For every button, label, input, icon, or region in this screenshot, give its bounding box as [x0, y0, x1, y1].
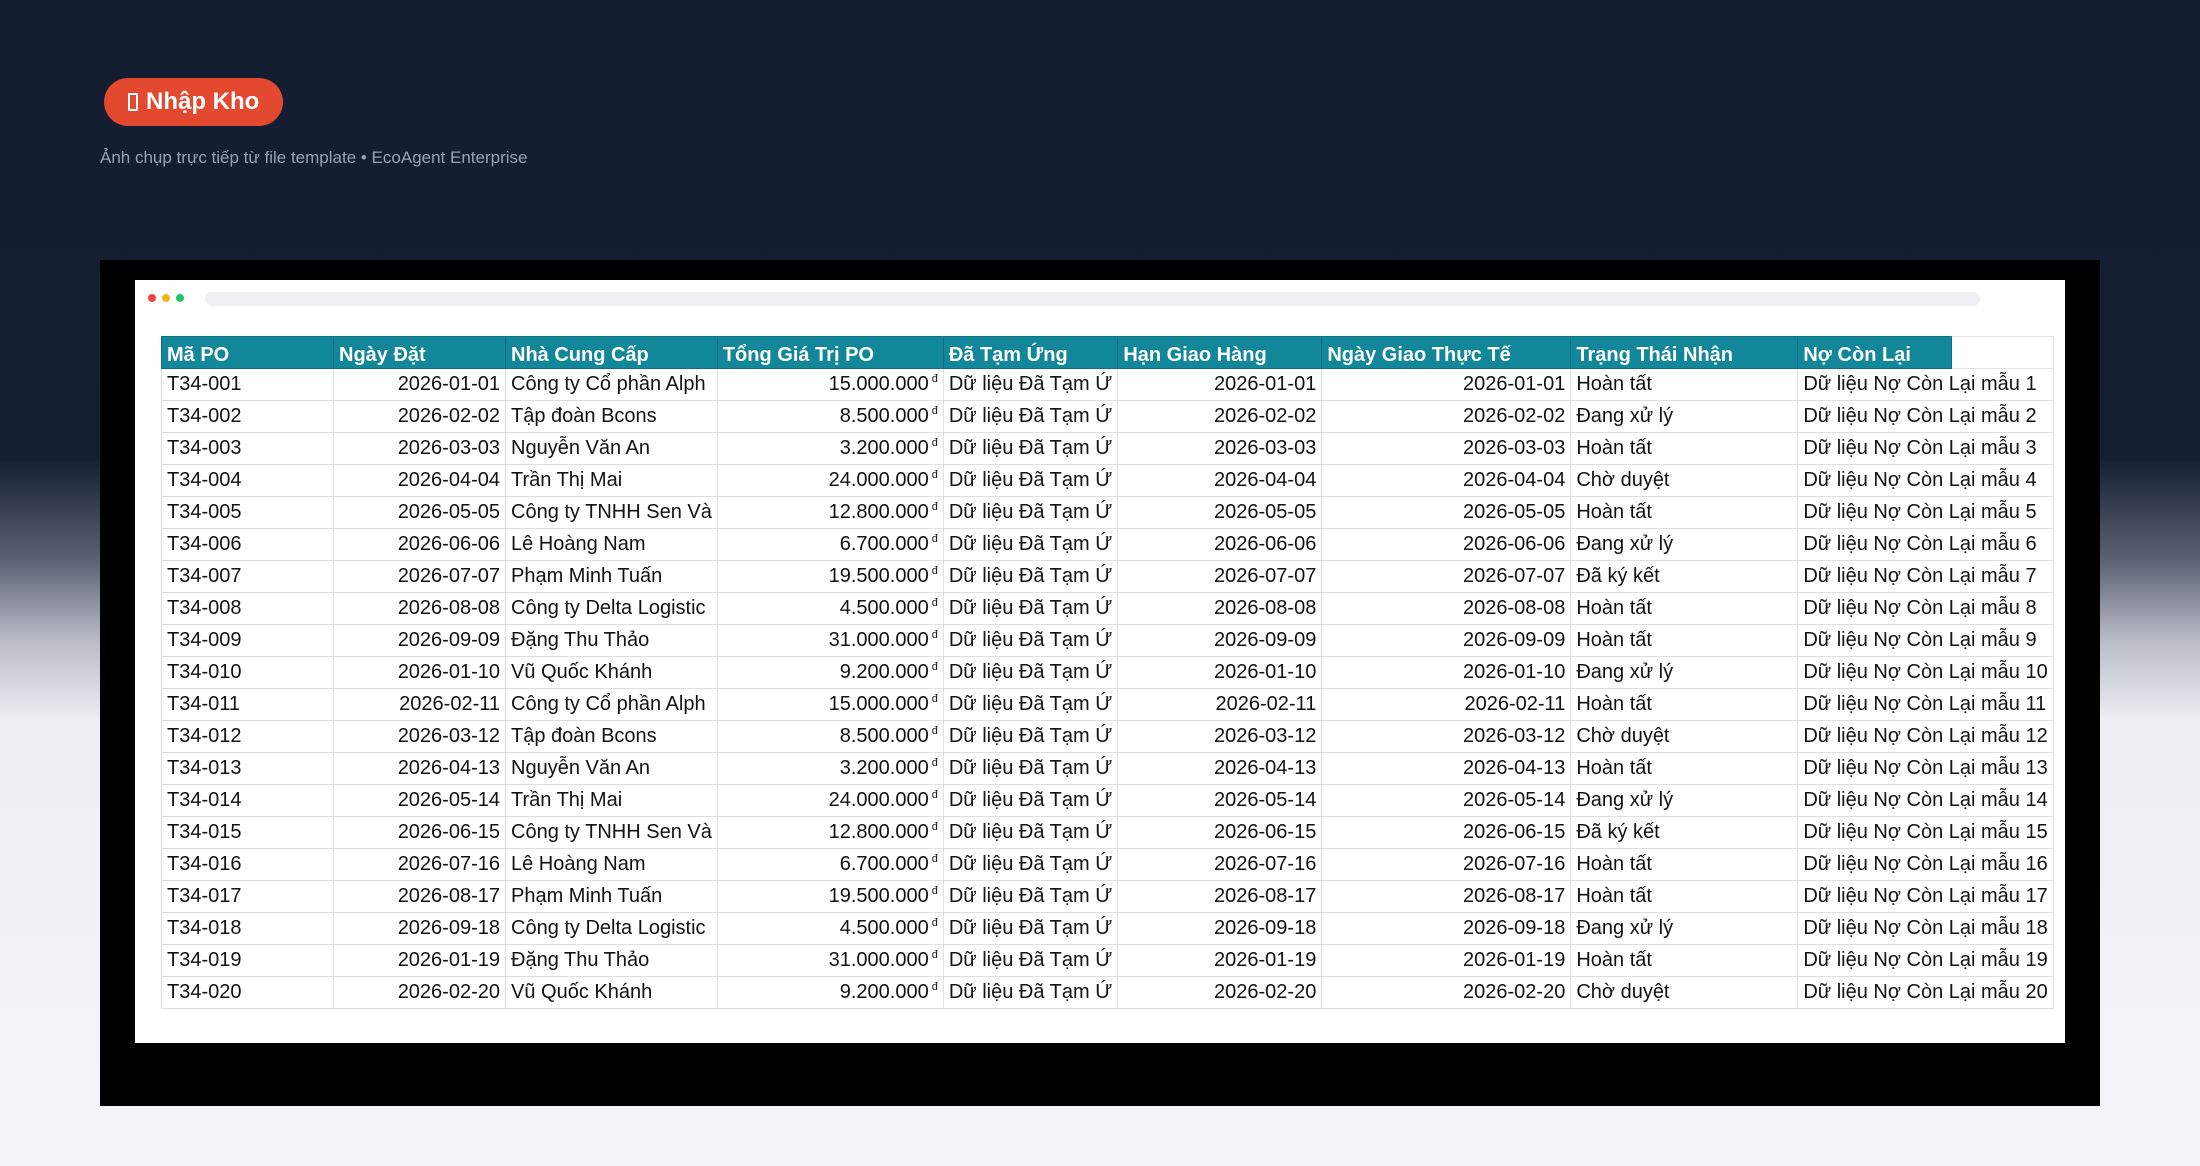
total-value-cell[interactable]: 3.200.000 $^đ$ — [717, 753, 943, 785]
actual-date-cell[interactable]: 2026-05-05 — [1322, 497, 1571, 529]
actual-date-cell[interactable]: 2026-01-10 — [1322, 657, 1571, 689]
actual-date-cell[interactable]: 2026-01-01 — [1322, 369, 1571, 401]
advance-cell[interactable]: Dữ liệu Đã Tạm Ứ — [943, 465, 1117, 497]
table-row — [162, 689, 2054, 721]
total-value-cell[interactable]: 31.000.000 $^đ$ — [717, 625, 943, 657]
po-cell[interactable]: T34-010 — [162, 657, 334, 689]
currency-symbol: đ — [931, 661, 938, 674]
po-cell[interactable]: T34-018 — [162, 913, 334, 945]
status-cell[interactable]: Hoàn tất — [1571, 753, 1798, 785]
total-value-cell[interactable]: 15.000.000 $^đ$ — [717, 369, 943, 401]
supplier-cell[interactable]: Phạm Minh Tuấn — [506, 881, 718, 913]
header-empty-cell — [1952, 337, 2053, 369]
order-date-cell[interactable]: 2026-04-04 — [334, 465, 506, 497]
total-value-cell[interactable]: 4.500.000 $^đ$ — [717, 593, 943, 625]
supplier-cell[interactable]: Công ty TNHH Sen Và — [506, 817, 718, 849]
total-value-cell[interactable]: 6.700.000 $^đ$ — [717, 529, 943, 561]
table-row — [162, 497, 2054, 529]
total-value-cell[interactable]: 12.800.000 $^đ$ — [717, 817, 943, 849]
po-cell[interactable]: T34-002 — [162, 401, 334, 433]
currency-symbol: đ — [931, 725, 938, 738]
actual-date-cell[interactable]: 2026-08-17 — [1322, 881, 1571, 913]
po-cell[interactable]: T34-006 — [162, 529, 334, 561]
po-cell[interactable]: T34-017 — [162, 881, 334, 913]
due-date-cell[interactable]: 2026-01-10 — [1118, 657, 1322, 689]
due-date-cell[interactable]: 2026-01-19 — [1118, 945, 1322, 977]
actual-date-cell[interactable]: 2026-02-02 — [1322, 401, 1571, 433]
currency-symbol: đ — [931, 437, 938, 450]
currency-symbol: đ — [931, 469, 938, 482]
advance-cell[interactable]: Dữ liệu Đã Tạm Ứ — [943, 625, 1117, 657]
currency-symbol: đ — [931, 757, 938, 770]
advance-cell[interactable]: Dữ liệu Đã Tạm Ứ — [943, 817, 1117, 849]
actual-date-cell[interactable]: 2026-06-15 — [1322, 817, 1571, 849]
supplier-cell[interactable]: Nguyễn Văn An — [506, 433, 718, 465]
po-cell[interactable]: T34-008 — [162, 593, 334, 625]
due-date-cell[interactable]: 2026-09-09 — [1118, 625, 1322, 657]
advance-cell[interactable]: Dữ liệu Đã Tạm Ứ — [943, 593, 1117, 625]
due-date-cell[interactable]: 2026-06-15 — [1118, 817, 1322, 849]
advance-cell[interactable]: Dữ liệu Đã Tạm Ứ — [943, 977, 1117, 1009]
debt-cell[interactable]: Dữ liệu Nợ Còn Lại mẫu 7 — [1798, 561, 2053, 593]
actual-date-cell[interactable]: 2026-01-19 — [1322, 945, 1571, 977]
currency-symbol: đ — [931, 789, 938, 802]
due-date-cell[interactable]: 2026-08-17 — [1118, 881, 1322, 913]
due-date-cell[interactable]: 2026-05-05 — [1118, 497, 1322, 529]
debt-cell[interactable]: Dữ liệu Nợ Còn Lại mẫu 6 — [1798, 529, 2053, 561]
order-date-cell[interactable]: 2026-03-12 — [334, 721, 506, 753]
currency-symbol: đ — [931, 949, 938, 962]
due-date-cell[interactable]: 2026-01-01 — [1118, 369, 1322, 401]
status-cell[interactable]: Hoàn tất — [1571, 849, 1798, 881]
table-row — [162, 721, 2054, 753]
po-cell[interactable]: T34-001 — [162, 369, 334, 401]
total-value-cell[interactable]: 4.500.000 $^đ$ — [717, 913, 943, 945]
order-date-cell[interactable]: 2026-09-18 — [334, 913, 506, 945]
supplier-cell[interactable]: Tập đoàn Bcons — [506, 401, 718, 433]
debt-cell[interactable]: Dữ liệu Nợ Còn Lại mẫu 1 — [1798, 369, 2053, 401]
status-cell[interactable]: Hoàn tất — [1571, 593, 1798, 625]
close-dot-icon — [148, 294, 156, 302]
debt-cell[interactable]: Dữ liệu Nợ Còn Lại mẫu 18 — [1798, 913, 2053, 945]
advance-cell[interactable]: Dữ liệu Đã Tạm Ứ — [943, 657, 1117, 689]
table-row — [162, 817, 2054, 849]
due-date-cell[interactable]: 2026-09-18 — [1118, 913, 1322, 945]
table-row — [162, 369, 2054, 401]
currency-symbol: đ — [931, 885, 938, 898]
total-value-cell[interactable]: 31.000.000 $^đ$ — [717, 945, 943, 977]
document-icon — [128, 93, 138, 111]
due-date-cell[interactable]: 2026-02-20 — [1118, 977, 1322, 1009]
advance-cell[interactable]: Dữ liệu Đã Tạm Ứ — [943, 497, 1117, 529]
advance-cell[interactable]: Dữ liệu Đã Tạm Ứ — [943, 721, 1117, 753]
debt-cell[interactable]: Dữ liệu Nợ Còn Lại mẫu 4 — [1798, 465, 2053, 497]
order-date-cell[interactable]: 2026-07-16 — [334, 849, 506, 881]
order-date-cell[interactable]: 2026-02-02 — [334, 401, 506, 433]
supplier-cell[interactable]: Công ty TNHH Sen Và — [506, 497, 718, 529]
actual-date-cell[interactable]: 2026-02-20 — [1322, 977, 1571, 1009]
page-subtitle: Ảnh chụp trực tiếp từ file template • EcoAgent Enterprise — [100, 148, 528, 167]
supplier-cell[interactable]: Công ty Delta Logistic — [506, 593, 718, 625]
table-row — [162, 465, 2054, 497]
browser-window — [135, 280, 2065, 1043]
order-date-cell[interactable]: 2026-02-20 — [334, 977, 506, 1009]
actual-date-cell[interactable]: 2026-05-14 — [1322, 785, 1571, 817]
actual-date-cell[interactable]: 2026-07-16 — [1322, 849, 1571, 881]
header-cell[interactable]: Nhà Cung Cấp — [506, 337, 718, 369]
advance-cell[interactable]: Dữ liệu Đã Tạm Ứ — [943, 561, 1117, 593]
minimize-dot-icon — [162, 294, 170, 302]
currency-symbol: đ — [931, 821, 938, 834]
total-value-cell[interactable]: 19.500.000 $^đ$ — [717, 561, 943, 593]
due-date-cell[interactable]: 2026-04-13 — [1118, 753, 1322, 785]
table-row — [162, 433, 2054, 465]
advance-cell[interactable]: Dữ liệu Đã Tạm Ứ — [943, 753, 1117, 785]
currency-symbol: đ — [931, 405, 938, 418]
table-row — [162, 401, 2054, 433]
po-table — [161, 336, 2054, 1009]
order-date-cell[interactable]: 2026-02-11 — [334, 689, 506, 721]
debt-cell[interactable]: Dữ liệu Nợ Còn Lại mẫu 13 — [1798, 753, 2053, 785]
order-date-cell[interactable]: 2026-07-07 — [334, 561, 506, 593]
table-row — [162, 945, 2054, 977]
due-date-cell[interactable]: 2026-02-11 — [1118, 689, 1322, 721]
debt-cell[interactable]: Dữ liệu Nợ Còn Lại mẫu 20 — [1798, 977, 2053, 1009]
table-row — [162, 529, 2054, 561]
debt-cell[interactable]: Dữ liệu Nợ Còn Lại mẫu 17 — [1798, 881, 2053, 913]
po-cell[interactable]: T34-005 — [162, 497, 334, 529]
badge-label: Nhập Kho — [146, 88, 260, 115]
actual-date-cell[interactable]: 2026-09-09 — [1322, 625, 1571, 657]
status-cell[interactable]: Đã ký kết — [1571, 561, 1798, 593]
order-date-cell[interactable]: 2026-08-08 — [334, 593, 506, 625]
address-bar — [205, 292, 1980, 306]
table-header-row — [162, 337, 2054, 369]
table-body — [162, 369, 2054, 1009]
supplier-cell[interactable]: Lê Hoàng Nam — [506, 849, 718, 881]
screenshot-frame — [100, 260, 2100, 1106]
maximize-dot-icon — [176, 294, 184, 302]
header-cell[interactable]: Tổng Giá Trị PO — [717, 337, 943, 369]
order-date-cell[interactable]: 2026-09-09 — [334, 625, 506, 657]
currency-symbol: đ — [931, 597, 938, 610]
table-row — [162, 593, 2054, 625]
supplier-cell[interactable]: Đặng Thu Thảo — [506, 625, 718, 657]
po-cell[interactable]: T34-007 — [162, 561, 334, 593]
po-cell[interactable]: T34-013 — [162, 753, 334, 785]
po-cell[interactable]: T34-016 — [162, 849, 334, 881]
po-cell[interactable]: T34-014 — [162, 785, 334, 817]
po-cell[interactable]: T34-003 — [162, 433, 334, 465]
total-value-cell[interactable]: 24.000.000 $^đ$ — [717, 785, 943, 817]
header-cell[interactable]: Hạn Giao Hàng — [1118, 337, 1322, 369]
status-cell[interactable]: Đang xử lý — [1571, 401, 1798, 433]
order-date-cell[interactable]: 2026-06-15 — [334, 817, 506, 849]
supplier-cell[interactable]: Công ty Delta Logistic — [506, 913, 718, 945]
order-date-cell[interactable]: 2026-08-17 — [334, 881, 506, 913]
status-cell[interactable]: Hoàn tất — [1571, 689, 1798, 721]
debt-cell[interactable]: Dữ liệu Nợ Còn Lại mẫu 2 — [1798, 401, 2053, 433]
supplier-cell[interactable]: Trần Thị Mai — [506, 785, 718, 817]
po-cell[interactable]: T34-012 — [162, 721, 334, 753]
supplier-cell[interactable]: Lê Hoàng Nam — [506, 529, 718, 561]
header-cell[interactable]: Trạng Thái Nhận — [1571, 337, 1798, 369]
due-date-cell[interactable]: 2026-03-03 — [1118, 433, 1322, 465]
header-cell[interactable]: Mã PO — [162, 337, 334, 369]
status-cell[interactable]: Đã ký kết — [1571, 817, 1798, 849]
debt-cell[interactable]: Dữ liệu Nợ Còn Lại mẫu 3 — [1798, 433, 2053, 465]
status-cell[interactable]: Hoàn tất — [1571, 497, 1798, 529]
due-date-cell[interactable]: 2026-07-07 — [1118, 561, 1322, 593]
table-row — [162, 785, 2054, 817]
currency-symbol: đ — [931, 981, 938, 994]
header-cell[interactable]: Nợ Còn Lại — [1798, 337, 1952, 369]
table-row — [162, 977, 2054, 1009]
currency-symbol: đ — [931, 565, 938, 578]
debt-cell[interactable]: Dữ liệu Nợ Còn Lại mẫu 5 — [1798, 497, 2053, 529]
due-date-cell[interactable]: 2026-06-06 — [1118, 529, 1322, 561]
status-cell[interactable]: Hoàn tất — [1571, 433, 1798, 465]
total-value-cell[interactable]: 9.200.000 $^đ$ — [717, 657, 943, 689]
order-date-cell[interactable]: 2026-01-19 — [334, 945, 506, 977]
header-cell[interactable]: Ngày Đặt — [334, 337, 506, 369]
actual-date-cell[interactable]: 2026-04-13 — [1322, 753, 1571, 785]
po-cell[interactable]: T34-009 — [162, 625, 334, 657]
advance-cell[interactable]: Dữ liệu Đã Tạm Ứ — [943, 689, 1117, 721]
supplier-cell[interactable]: Vũ Quốc Khánh — [506, 657, 718, 689]
total-value-cell[interactable]: 24.000.000 $^đ$ — [717, 465, 943, 497]
actual-date-cell[interactable]: 2026-03-03 — [1322, 433, 1571, 465]
po-cell[interactable]: T34-015 — [162, 817, 334, 849]
header-cell[interactable]: Đã Tạm Ứng — [943, 337, 1117, 369]
due-date-cell[interactable]: 2026-07-16 — [1118, 849, 1322, 881]
debt-cell[interactable]: Dữ liệu Nợ Còn Lại mẫu 14 — [1798, 785, 2053, 817]
module-badge[interactable] — [104, 78, 283, 126]
currency-symbol: đ — [931, 373, 938, 386]
order-date-cell[interactable]: 2026-06-06 — [334, 529, 506, 561]
total-value-cell[interactable]: 9.200.000 $^đ$ — [717, 977, 943, 1009]
supplier-cell[interactable]: Công ty Cổ phần Alph — [506, 369, 718, 401]
currency-symbol: đ — [931, 693, 938, 706]
table-row — [162, 561, 2054, 593]
advance-cell[interactable]: Dữ liệu Đã Tạm Ứ — [943, 881, 1117, 913]
actual-date-cell[interactable]: 2026-02-11 — [1322, 689, 1571, 721]
due-date-cell[interactable]: 2026-08-08 — [1118, 593, 1322, 625]
supplier-cell[interactable]: Vũ Quốc Khánh — [506, 977, 718, 1009]
order-date-cell[interactable]: 2026-01-10 — [334, 657, 506, 689]
advance-cell[interactable]: Dữ liệu Đã Tạm Ứ — [943, 849, 1117, 881]
due-date-cell[interactable]: 2026-05-14 — [1118, 785, 1322, 817]
total-value-cell[interactable]: 8.500.000 $^đ$ — [717, 721, 943, 753]
order-date-cell[interactable]: 2026-05-14 — [334, 785, 506, 817]
advance-cell[interactable]: Dữ liệu Đã Tạm Ứ — [943, 945, 1117, 977]
supplier-cell[interactable]: Trần Thị Mai — [506, 465, 718, 497]
table-row — [162, 849, 2054, 881]
debt-cell[interactable]: Dữ liệu Nợ Còn Lại mẫu 15 — [1798, 817, 2053, 849]
supplier-cell[interactable]: Công ty Cổ phần Alph — [506, 689, 718, 721]
due-date-cell[interactable]: 2026-02-02 — [1118, 401, 1322, 433]
status-cell[interactable]: Đang xử lý — [1571, 785, 1798, 817]
window-controls — [148, 294, 184, 302]
status-cell[interactable]: Hoàn tất — [1571, 625, 1798, 657]
status-cell[interactable]: Hoàn tất — [1571, 369, 1798, 401]
order-date-cell[interactable]: 2026-03-03 — [334, 433, 506, 465]
status-cell[interactable]: Đang xử lý — [1571, 529, 1798, 561]
table-row — [162, 753, 2054, 785]
supplier-cell[interactable]: Phạm Minh Tuấn — [506, 561, 718, 593]
advance-cell[interactable]: Dữ liệu Đã Tạm Ứ — [943, 785, 1117, 817]
order-date-cell[interactable]: 2026-04-13 — [334, 753, 506, 785]
status-cell[interactable]: Chờ duyệt — [1571, 465, 1798, 497]
total-value-cell[interactable]: 19.500.000 $^đ$ — [717, 881, 943, 913]
currency-symbol: đ — [931, 533, 938, 546]
total-value-cell[interactable]: 6.700.000 $^đ$ — [717, 849, 943, 881]
debt-cell[interactable]: Dữ liệu Nợ Còn Lại mẫu 11 — [1798, 689, 2053, 721]
debt-cell[interactable]: Dữ liệu Nợ Còn Lại mẫu 16 — [1798, 849, 2053, 881]
advance-cell[interactable]: Dữ liệu Đã Tạm Ứ — [943, 433, 1117, 465]
status-cell[interactable]: Hoàn tất — [1571, 945, 1798, 977]
status-cell[interactable]: Đang xử lý — [1571, 657, 1798, 689]
currency-symbol: đ — [931, 501, 938, 514]
supplier-cell[interactable]: Đặng Thu Thảo — [506, 945, 718, 977]
due-date-cell[interactable]: 2026-04-04 — [1118, 465, 1322, 497]
debt-cell[interactable]: Dữ liệu Nợ Còn Lại mẫu 8 — [1798, 593, 2053, 625]
debt-cell[interactable]: Dữ liệu Nợ Còn Lại mẫu 19 — [1798, 945, 2053, 977]
currency-symbol: đ — [931, 917, 938, 930]
po-cell[interactable]: T34-004 — [162, 465, 334, 497]
advance-cell[interactable]: Dữ liệu Đã Tạm Ứ — [943, 369, 1117, 401]
table-row — [162, 625, 2054, 657]
po-cell[interactable]: T34-020 — [162, 977, 334, 1009]
status-cell[interactable]: Đang xử lý — [1571, 913, 1798, 945]
status-cell[interactable]: Hoàn tất — [1571, 881, 1798, 913]
currency-symbol: đ — [931, 629, 938, 642]
total-value-cell[interactable]: 3.200.000 $^đ$ — [717, 433, 943, 465]
status-cell[interactable]: Chờ duyệt — [1571, 721, 1798, 753]
actual-date-cell[interactable]: 2026-09-18 — [1322, 913, 1571, 945]
supplier-cell[interactable]: Nguyễn Văn An — [506, 753, 718, 785]
actual-date-cell[interactable]: 2026-03-12 — [1322, 721, 1571, 753]
table-row — [162, 913, 2054, 945]
advance-cell[interactable]: Dữ liệu Đã Tạm Ứ — [943, 529, 1117, 561]
order-date-cell[interactable]: 2026-05-05 — [334, 497, 506, 529]
actual-date-cell[interactable]: 2026-06-06 — [1322, 529, 1571, 561]
due-date-cell[interactable]: 2026-03-12 — [1118, 721, 1322, 753]
currency-symbol: đ — [931, 853, 938, 866]
header-cell[interactable]: Ngày Giao Thực Tế — [1322, 337, 1571, 369]
po-cell[interactable]: T34-011 — [162, 689, 334, 721]
debt-cell[interactable]: Dữ liệu Nợ Còn Lại mẫu 9 — [1798, 625, 2053, 657]
advance-cell[interactable]: Dữ liệu Đã Tạm Ứ — [943, 401, 1117, 433]
total-value-cell[interactable]: 8.500.000 $^đ$ — [717, 401, 943, 433]
debt-cell[interactable]: Dữ liệu Nợ Còn Lại mẫu 10 — [1798, 657, 2053, 689]
status-cell[interactable]: Chờ duyệt — [1571, 977, 1798, 1009]
table-row — [162, 881, 2054, 913]
supplier-cell[interactable]: Tập đoàn Bcons — [506, 721, 718, 753]
total-value-cell[interactable]: 15.000.000 $^đ$ — [717, 689, 943, 721]
order-date-cell[interactable]: 2026-01-01 — [334, 369, 506, 401]
total-value-cell[interactable]: 12.800.000 $^đ$ — [717, 497, 943, 529]
po-cell[interactable]: T34-019 — [162, 945, 334, 977]
actual-date-cell[interactable]: 2026-04-04 — [1322, 465, 1571, 497]
debt-cell[interactable]: Dữ liệu Nợ Còn Lại mẫu 12 — [1798, 721, 2053, 753]
advance-cell[interactable]: Dữ liệu Đã Tạm Ứ — [943, 913, 1117, 945]
table-row — [162, 657, 2054, 689]
actual-date-cell[interactable]: 2026-08-08 — [1322, 593, 1571, 625]
actual-date-cell[interactable]: 2026-07-07 — [1322, 561, 1571, 593]
